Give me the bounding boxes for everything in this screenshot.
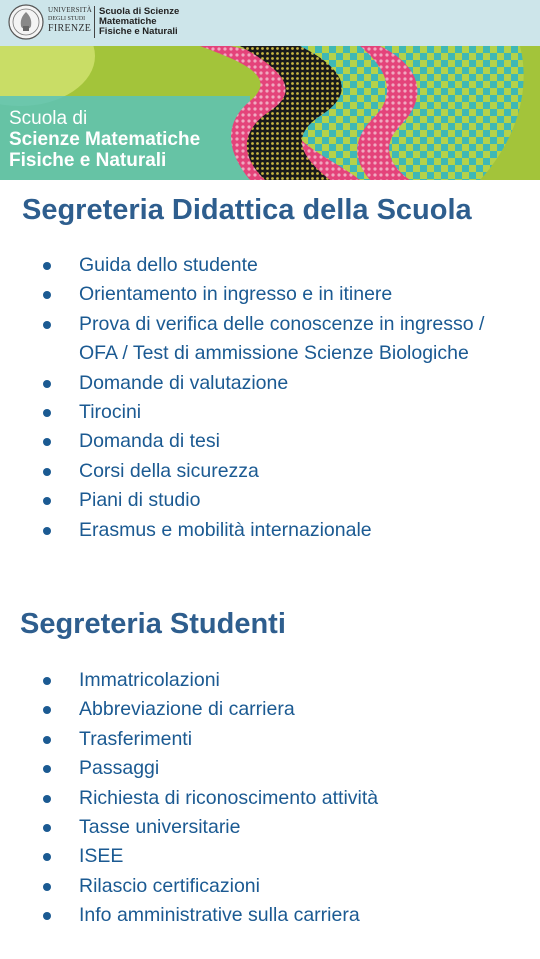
list-item[interactable] bbox=[0, 310, 540, 369]
bullet-dot-icon bbox=[43, 438, 51, 446]
list-item[interactable] bbox=[0, 842, 540, 871]
list-item[interactable] bbox=[0, 813, 540, 842]
list-item-link[interactable]: Domanda di tesi bbox=[79, 430, 220, 453]
bullet-dot-icon bbox=[43, 291, 51, 299]
bullet-dot-icon bbox=[43, 883, 51, 891]
bullet-dot-icon bbox=[43, 497, 51, 505]
list-item-link[interactable]: ISEE bbox=[79, 845, 124, 868]
unifi-seal-icon bbox=[8, 4, 44, 40]
list-item-link[interactable]: Trasferimenti bbox=[79, 727, 193, 750]
list-item[interactable] bbox=[0, 666, 540, 695]
list-item-link[interactable]: Guida dello studente bbox=[79, 254, 258, 276]
banner-line2: Scienze Matematiche bbox=[9, 129, 201, 150]
list-item-link[interactable]: Domande di valutazione bbox=[79, 371, 289, 394]
university-header bbox=[0, 0, 540, 46]
segreteria-didattica-list bbox=[0, 251, 540, 545]
list-item[interactable] bbox=[0, 369, 540, 398]
list-item[interactable] bbox=[0, 486, 540, 515]
list-item-link[interactable]: Erasmus e mobilità internazionale bbox=[79, 518, 372, 541]
bullet-dot-icon bbox=[43, 409, 51, 417]
list-item-link[interactable]: Rilascio certificazioni bbox=[79, 874, 260, 897]
section-title-segreteria-studenti: Segreteria Studenti bbox=[20, 608, 286, 640]
list-item[interactable] bbox=[0, 516, 540, 545]
banner-line3: Fisiche e Naturali bbox=[9, 150, 167, 171]
list-item-link[interactable]: Info amministrative sulla carriera bbox=[79, 904, 360, 927]
bullet-dot-icon bbox=[43, 468, 51, 476]
bullet-dot-icon bbox=[43, 262, 51, 270]
bullet-dot-icon bbox=[43, 912, 51, 920]
university-line1: UNIVERSITÀ bbox=[48, 6, 92, 14]
list-item-link[interactable]: Passaggi bbox=[79, 757, 160, 780]
school-line1: Scuola di Scienze bbox=[99, 6, 180, 17]
bullet-dot-icon bbox=[43, 853, 51, 861]
banner-line1: Scuola di bbox=[9, 108, 88, 129]
bullet-dot-icon bbox=[43, 824, 51, 832]
bullet-dot-icon bbox=[43, 527, 51, 535]
bullet-dot-icon bbox=[43, 736, 51, 744]
bullet-dot-icon bbox=[43, 321, 51, 329]
bullet-dot-icon bbox=[43, 795, 51, 803]
list-item-link[interactable]: Abbreviazione di carriera bbox=[79, 698, 295, 721]
header-divider bbox=[94, 6, 95, 38]
university-name bbox=[48, 6, 94, 33]
university-line3: FIRENZE bbox=[48, 23, 92, 34]
list-item-link[interactable]: Tirocini bbox=[79, 401, 142, 424]
list-item[interactable] bbox=[0, 872, 540, 901]
list-item[interactable] bbox=[0, 457, 540, 486]
list-item[interactable] bbox=[0, 280, 540, 309]
list-item-link[interactable]: Piani di studio bbox=[79, 489, 201, 512]
list-item[interactable] bbox=[0, 251, 540, 280]
list-item[interactable] bbox=[0, 427, 540, 456]
list-item-link[interactable]: Tasse universitarie bbox=[79, 816, 241, 839]
section-title-segreteria-didattica: Segreteria Didattica della Scuola bbox=[22, 194, 472, 226]
list-item[interactable] bbox=[0, 901, 540, 930]
list-item[interactable] bbox=[0, 725, 540, 754]
banner-title bbox=[9, 108, 200, 171]
list-item[interactable] bbox=[0, 754, 540, 783]
bullet-dot-icon bbox=[43, 706, 51, 714]
list-item[interactable] bbox=[0, 784, 540, 813]
school-line3: Fisiche e Naturali bbox=[99, 26, 178, 37]
school-banner bbox=[0, 46, 540, 180]
bullet-dot-icon bbox=[43, 380, 51, 388]
bullet-dot-icon bbox=[43, 677, 51, 685]
bullet-dot-icon bbox=[43, 765, 51, 773]
school-name-header bbox=[99, 7, 179, 37]
list-item-link[interactable]: Orientamento in ingresso e in itinere bbox=[79, 283, 393, 306]
list-item[interactable] bbox=[0, 398, 540, 427]
list-item-link[interactable]: Prova di verifica delle conoscenze in ingresso / OFA / Test di ammissione Scienze Biologiche bbox=[79, 312, 485, 365]
university-line2: DEGLI STUDI bbox=[48, 16, 86, 22]
list-item-link[interactable]: Immatricolazioni bbox=[79, 669, 220, 691]
list-item[interactable] bbox=[0, 695, 540, 724]
list-item-link[interactable]: Corsi della sicurezza bbox=[79, 459, 259, 482]
segreteria-studenti-list bbox=[0, 666, 540, 931]
school-line2: Matematiche bbox=[99, 16, 157, 27]
list-item-link[interactable]: Richiesta di riconoscimento attività bbox=[79, 786, 379, 809]
